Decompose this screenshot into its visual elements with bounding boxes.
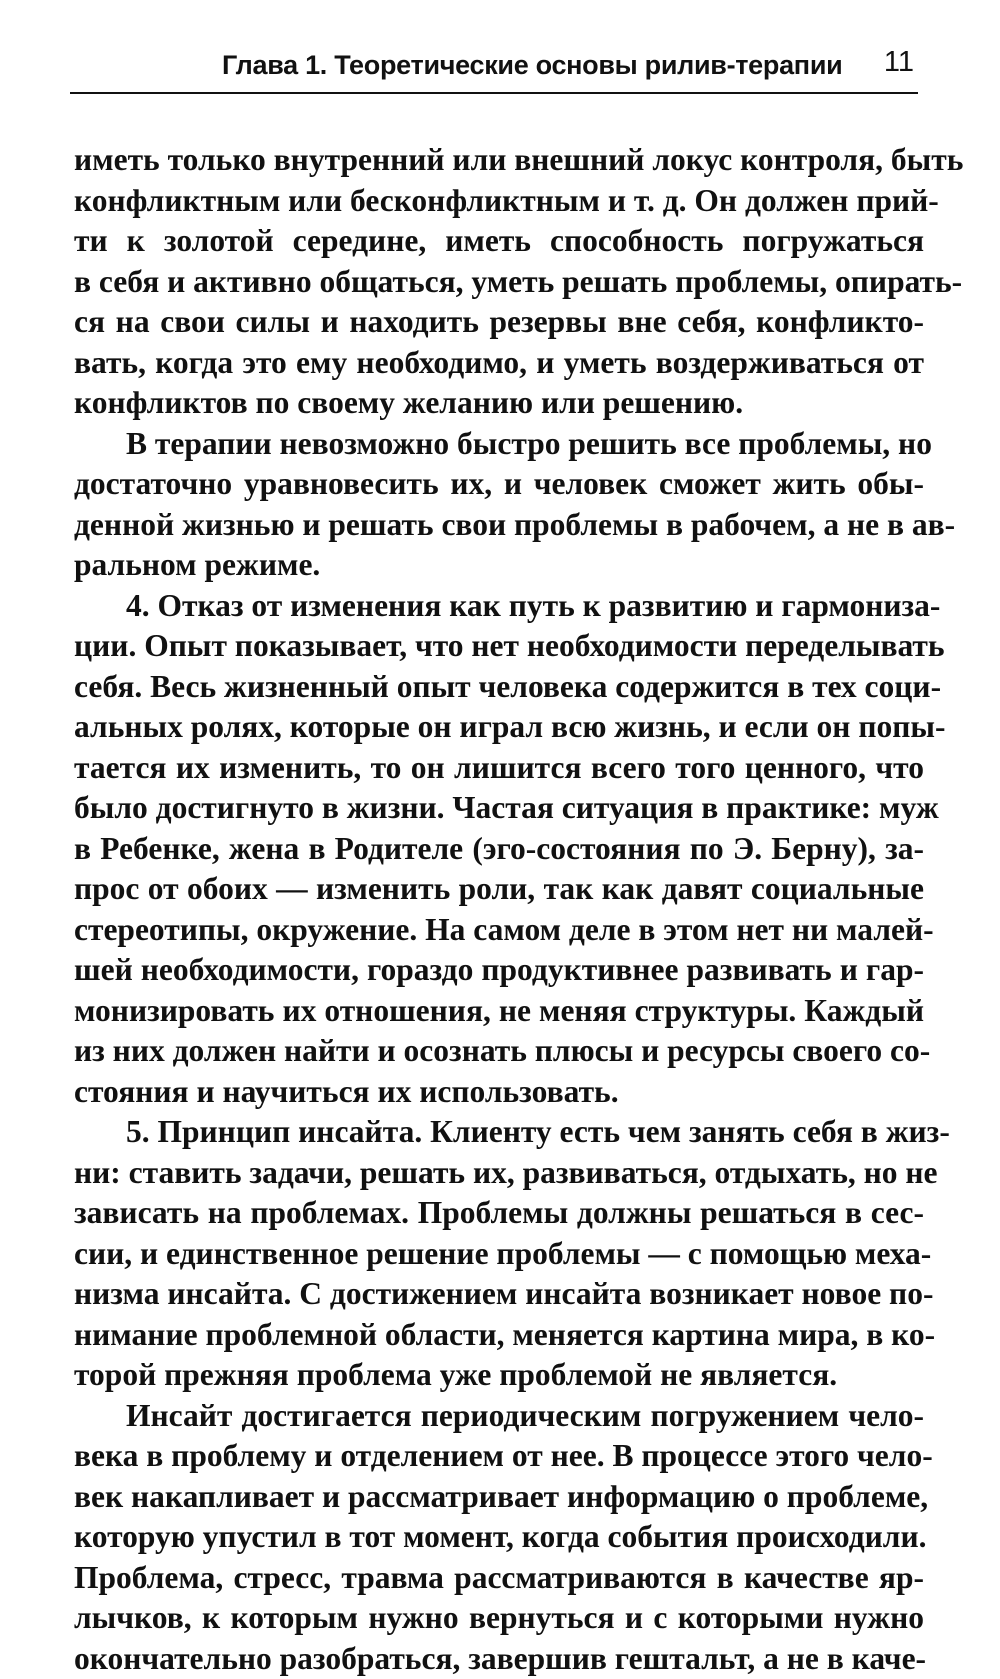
text-line: из них должен найти и осознать плюсы и ресурсы своего со- xyxy=(74,1031,924,1072)
text-line: конфликтным или бесконфликтным и т. д. Он должен прий- xyxy=(74,181,924,222)
text-line: тается их изменить, то он лишится всего того ценного, что xyxy=(74,748,924,789)
paragraph xyxy=(74,586,924,1113)
text-line: стереотипы, окружение. На самом деле в этом нет ни малей- xyxy=(74,910,924,951)
text-line: Проблема, стресс, травма рассматриваются в качестве яр- xyxy=(74,1558,924,1599)
text-line: себя. Весь жизненный опыт человека содержится в тех соци- xyxy=(74,667,924,708)
text-line: в Ребенке, жена в Родителе (эго-состояния по Э. Берну), за- xyxy=(74,829,924,870)
text-line: прос от обоих — изменить роли, так как давят социальные xyxy=(74,869,924,910)
text-line: вать, когда это ему необходимо, и уметь воздерживаться от xyxy=(74,343,924,384)
text-line: иметь только внутренний или внешний локус контроля, быть xyxy=(74,140,924,181)
text-line: Инсайт достигается периодическим погружением чело- xyxy=(74,1396,924,1437)
paragraph xyxy=(74,1396,924,1679)
text-line: ции. Опыт показывает, что нет необходимости переделывать xyxy=(74,626,924,667)
body-text xyxy=(74,140,924,1679)
text-line: конфликтов по своему желанию или решению. xyxy=(74,383,924,424)
text-line: нимание проблемной области, меняется картина мира, в ко- xyxy=(74,1315,924,1356)
page-header xyxy=(70,44,918,94)
text-line: шей необходимости, гораздо продуктивнее развивать и гар- xyxy=(74,950,924,991)
text-line: ни: ставить задачи, решать их, развиваться, отдыхать, но не xyxy=(74,1153,924,1194)
text-line: в себя и активно общаться, уметь решать проблемы, опирать- xyxy=(74,262,924,303)
text-line: стояния и научиться их использовать. xyxy=(74,1072,924,1113)
text-line: достаточно уравновесить их, и человек сможет жить обы- xyxy=(74,464,924,505)
text-line: века в проблему и отделением от нее. В процессе этого чело- xyxy=(74,1436,924,1477)
page-number: 11 xyxy=(884,46,914,79)
text-line: денной жизнью и решать свои проблемы в рабочем, а не в ав- xyxy=(74,505,924,546)
text-line: низма инсайта. С достижением инсайта возникает новое по- xyxy=(74,1274,924,1315)
text-line: которую упустил в тот момент, когда события происходили. xyxy=(74,1517,924,1558)
text-line: окончательно разобраться, завершив гештальт, а не в каче- xyxy=(74,1639,924,1679)
text-line: зависать на проблемах. Проблемы должны решаться в сес- xyxy=(74,1193,924,1234)
text-line: 5. Принцип инсайта. Клиенту есть чем занять себя в жиз- xyxy=(74,1112,924,1153)
text-line: альных ролях, которые он играл всю жизнь, и если он попы- xyxy=(74,707,924,748)
paragraph xyxy=(74,1112,924,1396)
paragraph xyxy=(74,140,924,424)
text-line: лычков, к которым нужно вернуться и с которыми нужно xyxy=(74,1598,924,1639)
paragraph xyxy=(74,424,924,586)
text-line: 4. Отказ от изменения как путь к развитию и гармониза- xyxy=(74,586,924,627)
text-line: ся на свои силы и находить резервы вне себя, конфликто- xyxy=(74,302,924,343)
running-title: Глава 1. Теоретические основы рилив-терапии xyxy=(222,50,842,81)
text-line: монизировать их отношения, не меняя структуры. Каждый xyxy=(74,991,924,1032)
text-line: ральном режиме. xyxy=(74,545,924,586)
text-line: век накапливает и рассматривает информацию о проблеме, xyxy=(74,1477,924,1518)
text-line: В терапии невозможно быстро решить все проблемы, но xyxy=(74,424,924,465)
text-line: ти к золотой середине, иметь способность погружаться xyxy=(74,221,924,262)
text-line: сии, и единственное решение проблемы — с помощью меха- xyxy=(74,1234,924,1275)
text-line: торой прежняя проблема уже проблемой не является. xyxy=(74,1355,924,1396)
text-line: было достигнуто в жизни. Частая ситуация в практике: муж xyxy=(74,788,924,829)
